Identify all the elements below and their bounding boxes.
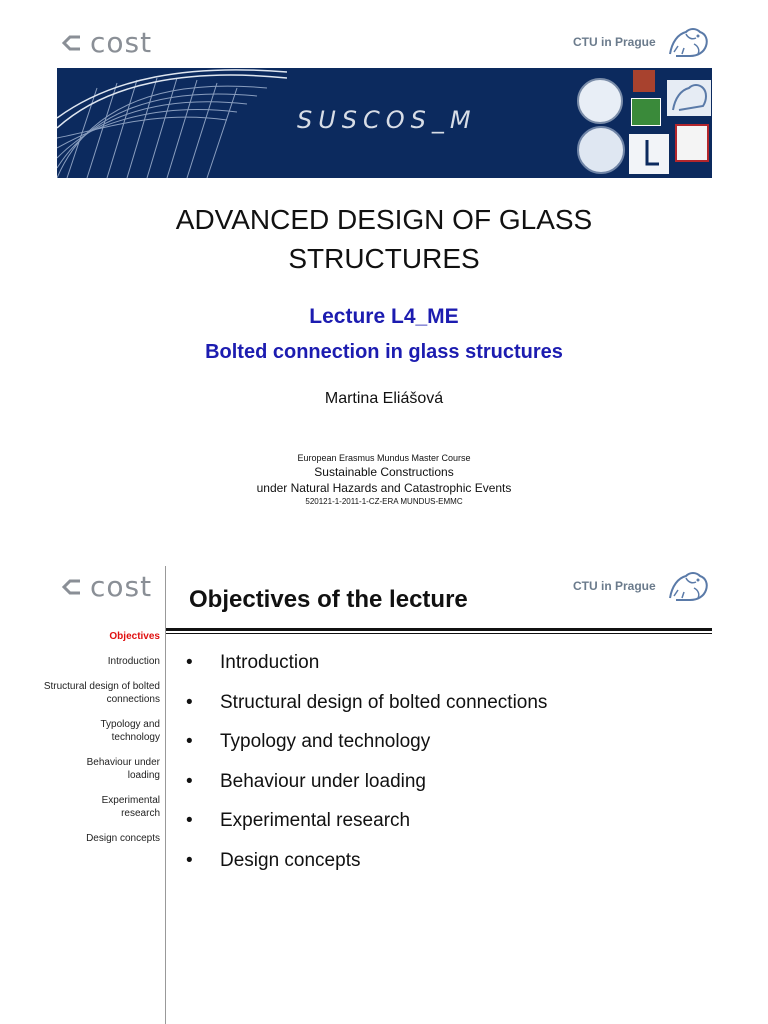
list-item [186,850,547,890]
course-line-3: under Natural Hazards and Catastrophic Events [256,481,512,495]
cost-logo-text: cost [90,26,153,59]
ctu-label: CTU in Prague [573,35,656,49]
cost-logo-text: cost [90,570,153,603]
title-line-2: STRUCTURES [288,243,480,274]
university-seal-1 [577,78,623,124]
list-item [186,771,547,811]
course-line-4: 520121-1-2011-1-CZ-ERA MUNDUS-EMMC [305,497,463,506]
crest-icon [633,70,655,92]
sidebar-item-objectives[interactable]: Objectives [109,631,160,642]
banner-title: SUSCOS_M [297,106,477,134]
presentation-title [0,200,768,278]
ctu-label: CTU in Prague [573,579,656,593]
lecture-subtitle: Bolted connection in glass structures [205,341,563,363]
objectives-list [186,652,547,890]
list-item-text: Typology and technology [220,731,431,753]
course-line-1: European Erasmus Mundus Master Course [297,453,471,463]
cost-logo [60,570,152,603]
glass-dome-graphic [57,68,287,178]
sidebar-item-design-concepts[interactable]: Design concepts [86,833,160,844]
bullet-icon: • [186,731,193,753]
course-line-2: Sustainable Constructions [314,465,454,479]
sidebar-item-experimental[interactable]: Experimental research [101,795,160,819]
ctu-header [573,568,712,604]
ctu-lion-icon [664,24,712,60]
university-seal-2 [577,126,625,174]
list-item-text: Experimental research [220,810,411,832]
bullet-icon: • [186,770,193,792]
cost-mark-icon [60,31,84,55]
header-banner [57,68,712,178]
list-item-text: Design concepts [220,849,361,871]
ctu-lion-icon [664,568,712,604]
list-item-text: Introduction [220,652,320,673]
list-item-text: Behaviour under loading [220,770,426,792]
ctu-header [573,24,712,60]
sidebar-nav [0,630,160,857]
list-item-text: Structural design of bolted connections [220,691,548,713]
list-item [186,810,547,850]
title-line-1: ADVANCED DESIGN OF GLASS [175,204,593,235]
sidebar-item-behaviour[interactable]: Behaviour under loading [86,757,160,781]
objectives-slide [0,512,768,1024]
sidebar-item-typology[interactable]: Typology and technology [100,719,160,743]
sidebar-divider [165,566,166,1024]
author-name: Martina Eliášová [324,390,444,407]
lecture-code: Lecture L4_ME [309,305,459,328]
list-item [186,692,547,732]
title-rule-thick [166,628,712,631]
ug-logo [631,98,661,126]
cost-logo [60,26,152,59]
bullet-icon: • [186,810,193,832]
sidebar-item-structural-design[interactable]: Structural design of bolted connections [43,681,160,705]
title-rule-thin [166,633,712,634]
slide-title: Objectives of the lecture [189,586,468,613]
bullet-icon: • [186,691,193,713]
list-item [186,731,547,771]
bullet-icon: • [186,652,193,673]
ctu-lion-banner-icon [667,80,711,116]
list-item [186,652,547,692]
sidebar-item-introduction[interactable]: Introduction [107,656,160,667]
lulea-logo-icon [629,134,669,174]
universitatea-logo [675,124,709,162]
cost-mark-icon [60,575,84,599]
bullet-icon: • [186,849,193,871]
